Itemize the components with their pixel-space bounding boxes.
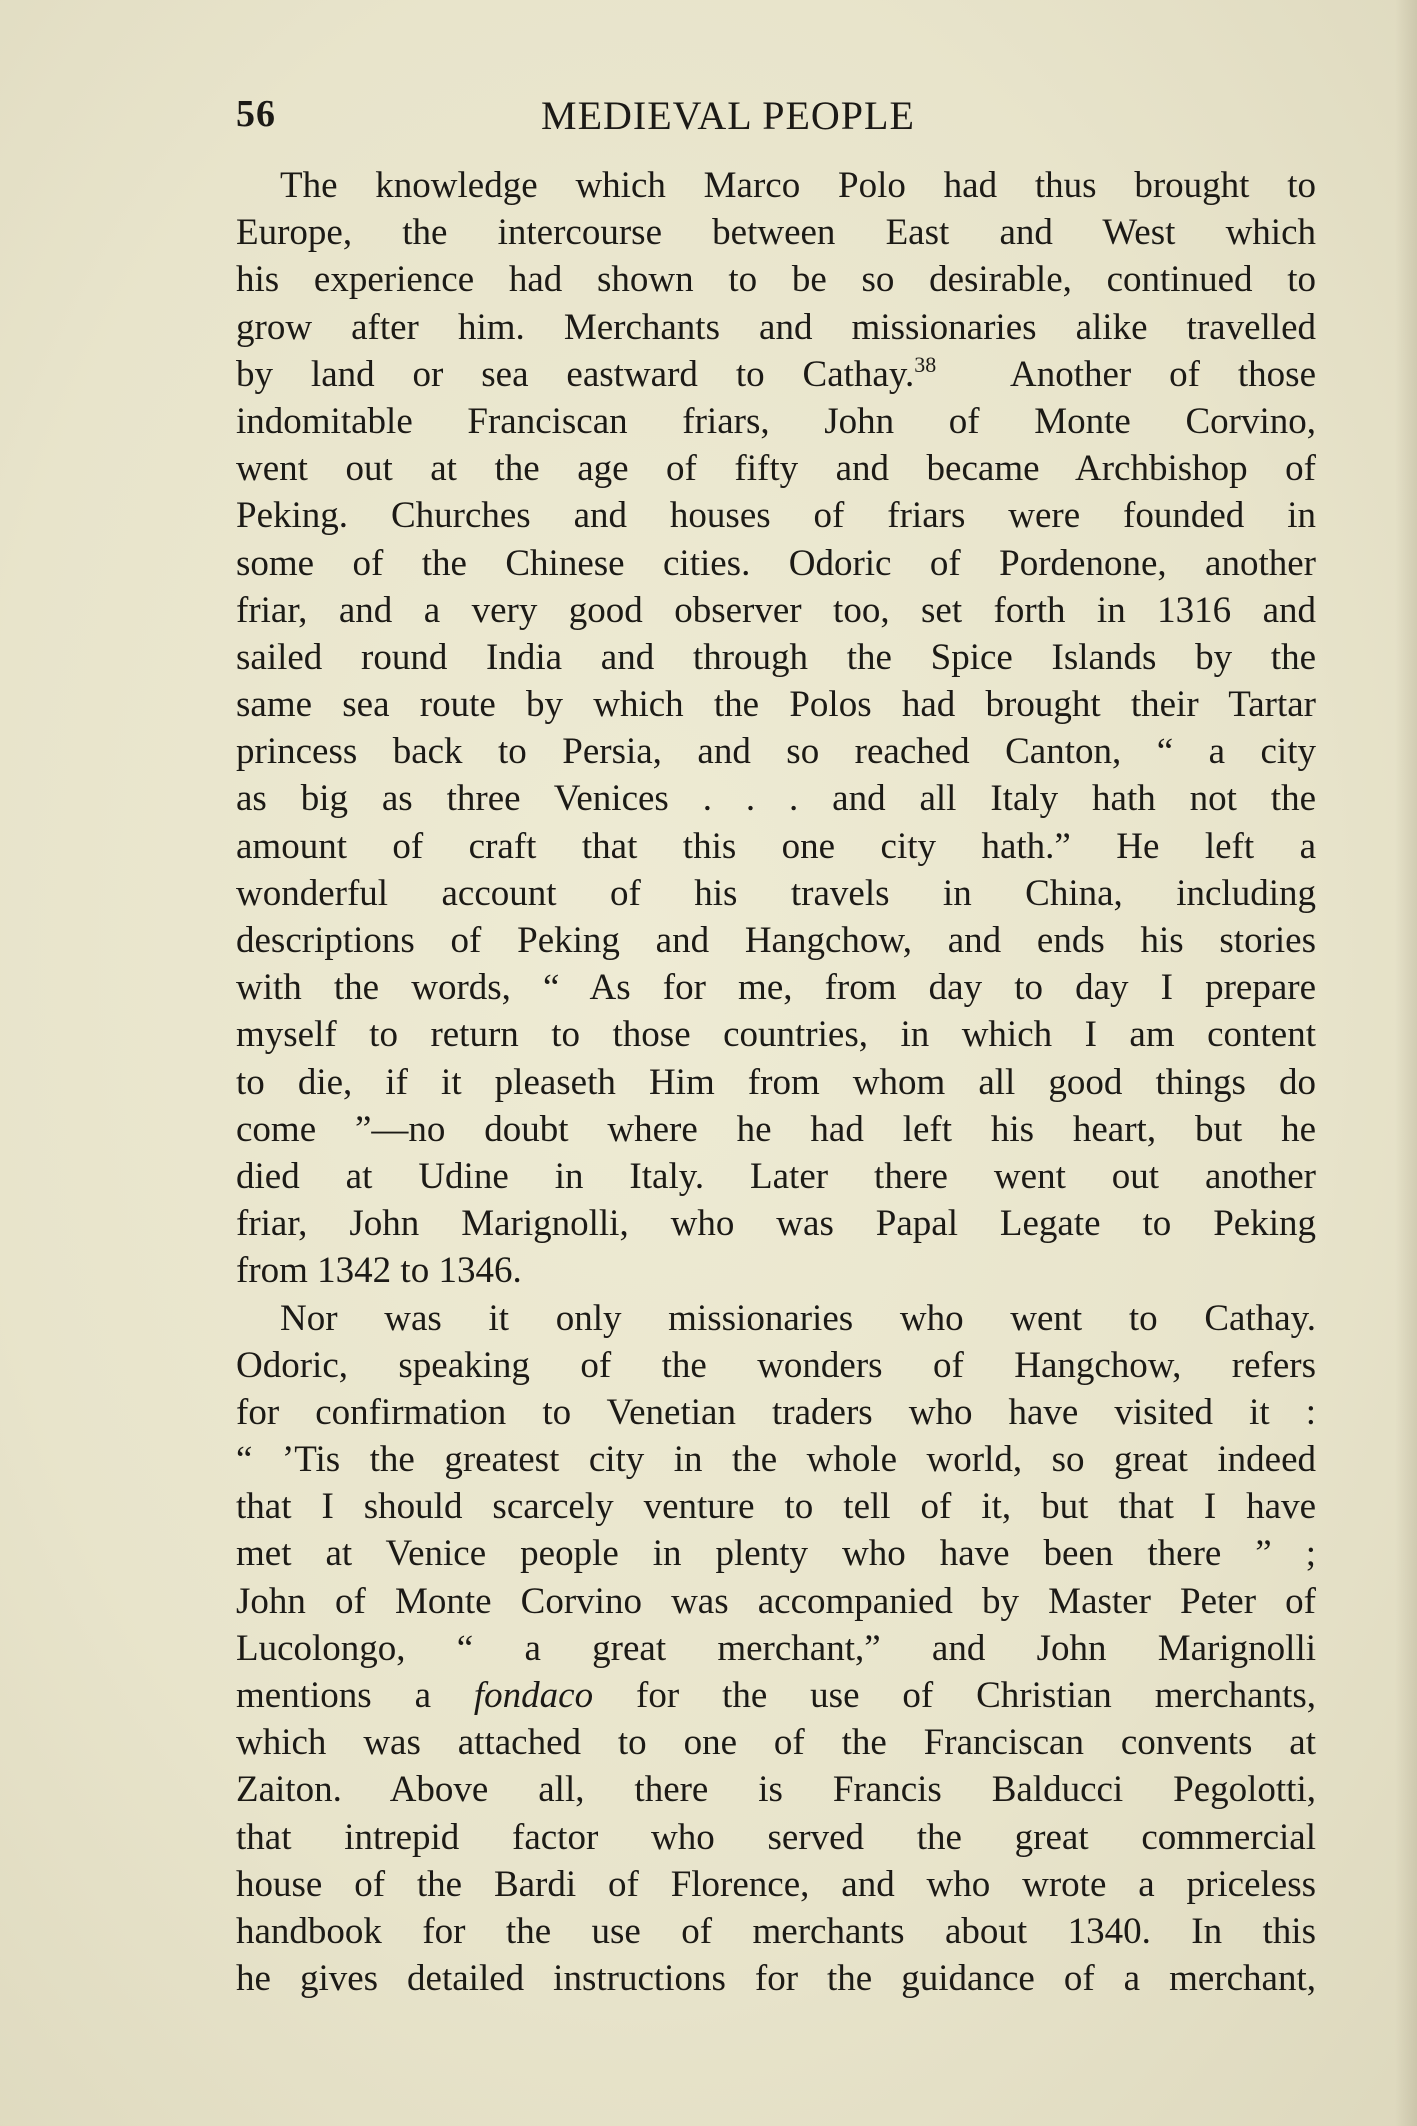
text-line: same sea route by which the Polos had brought their Tartar <box>236 684 1316 726</box>
text-line: indomitable Franciscan friars, John of Monte Corvino, <box>236 400 1316 442</box>
text-line: Nor was it only missionaries who went to Cathay. <box>280 1297 1316 1339</box>
text-line: some of the Chinese cities. Odoric of Pordenone, another <box>236 542 1316 584</box>
text-line: that I should scarcely venture to tell of it, but that I have <box>236 1486 1316 1528</box>
text-line: which was attached to one of the Franciscan convents at <box>236 1722 1316 1764</box>
running-head: MEDIEVAL PEOPLE <box>541 93 915 138</box>
text-line: friar, John Marignolli, who was Papal Legate to Peking <box>236 1203 1316 1245</box>
text-segment: mentions a <box>236 1675 431 1716</box>
text-line: myself to return to those countries, in which I am content <box>236 1014 1316 1056</box>
footnote-reference: 38 <box>914 351 937 377</box>
text-line: Europe, the intercourse between East and West which <box>236 212 1316 254</box>
text-line: “ ’Tis the greatest city in the whole world, so great indeed <box>236 1439 1316 1481</box>
text-line: grow after him. Merchants and missionaries alike travelled <box>236 306 1316 348</box>
text-line: come ”—no doubt where he had left his heart, but he <box>236 1108 1316 1150</box>
page-number: 56 <box>236 93 276 135</box>
text-line: Odoric, speaking of the wonders of Hangchow, refers <box>236 1344 1316 1386</box>
text-line: from 1342 to 1346. <box>236 1250 522 1292</box>
text-line: went out at the age of fifty and became Archbishop of <box>236 448 1316 490</box>
text-line: Peking. Churches and houses of friars were founded in <box>236 495 1316 537</box>
text-line <box>236 1672 1316 1719</box>
text-line: house of the Bardi of Florence, and who wrote a priceless <box>236 1863 1316 1905</box>
text-line: amount of craft that this one city hath.” He left a <box>236 825 1316 867</box>
text-line: as big as three Venices . . . and all Italy hath not the <box>236 778 1316 820</box>
text-line: to die, if it pleaseth Him from whom all good things do <box>236 1061 1316 1103</box>
text-segment: for the use of Christian merchants, <box>636 1675 1316 1716</box>
text-line: handbook for the use of merchants about 1340. In this <box>236 1910 1316 1952</box>
text-line: his experience had shown to be so desirable, continued to <box>236 259 1316 301</box>
text-line: descriptions of Peking and Hangchow, and ends his stories <box>236 920 1316 961</box>
text-line: that intrepid factor who served the great commercial <box>236 1816 1316 1858</box>
text-line: with the words, “ As for me, from day to day I prepare <box>236 967 1316 1009</box>
text-line: The knowledge which Marco Polo had thus brought to <box>280 165 1316 206</box>
text-line: friar, and a very good observer too, set forth in 1316 and <box>236 589 1316 631</box>
text-line: John of Monte Corvino was accompanied by Master Peter of <box>236 1580 1316 1622</box>
text-segment: by land or sea eastward to Cathay. <box>236 353 915 395</box>
page-header <box>236 92 1316 142</box>
text-line: princess back to Persia, and so reached Canton, “ a city <box>236 731 1316 773</box>
text-line: Zaiton. Above all, there is Francis Balducci Pegolotti, <box>236 1769 1316 1811</box>
text-line: sailed round India and through the Spice Islands by the <box>236 636 1316 678</box>
italic-term: fondaco <box>473 1675 594 1716</box>
body-text <box>236 162 1316 2002</box>
text-line: for confirmation to Venetian traders who have visited it : <box>236 1391 1316 1433</box>
text-segment: Another of those <box>1010 353 1317 395</box>
text-line: died at Udine in Italy. Later there went out another <box>236 1155 1316 1197</box>
text-line: met at Venice people in plenty who have been there ” ; <box>236 1533 1316 1575</box>
text-line: he gives detailed instructions for the guidance of a merchant, <box>236 1958 1316 2000</box>
text-line <box>236 351 1316 398</box>
text-line: wonderful account of his travels in China, including <box>236 872 1316 914</box>
text-line: Lucolongo, “ a great merchant,” and John Marignolli <box>236 1627 1316 1669</box>
